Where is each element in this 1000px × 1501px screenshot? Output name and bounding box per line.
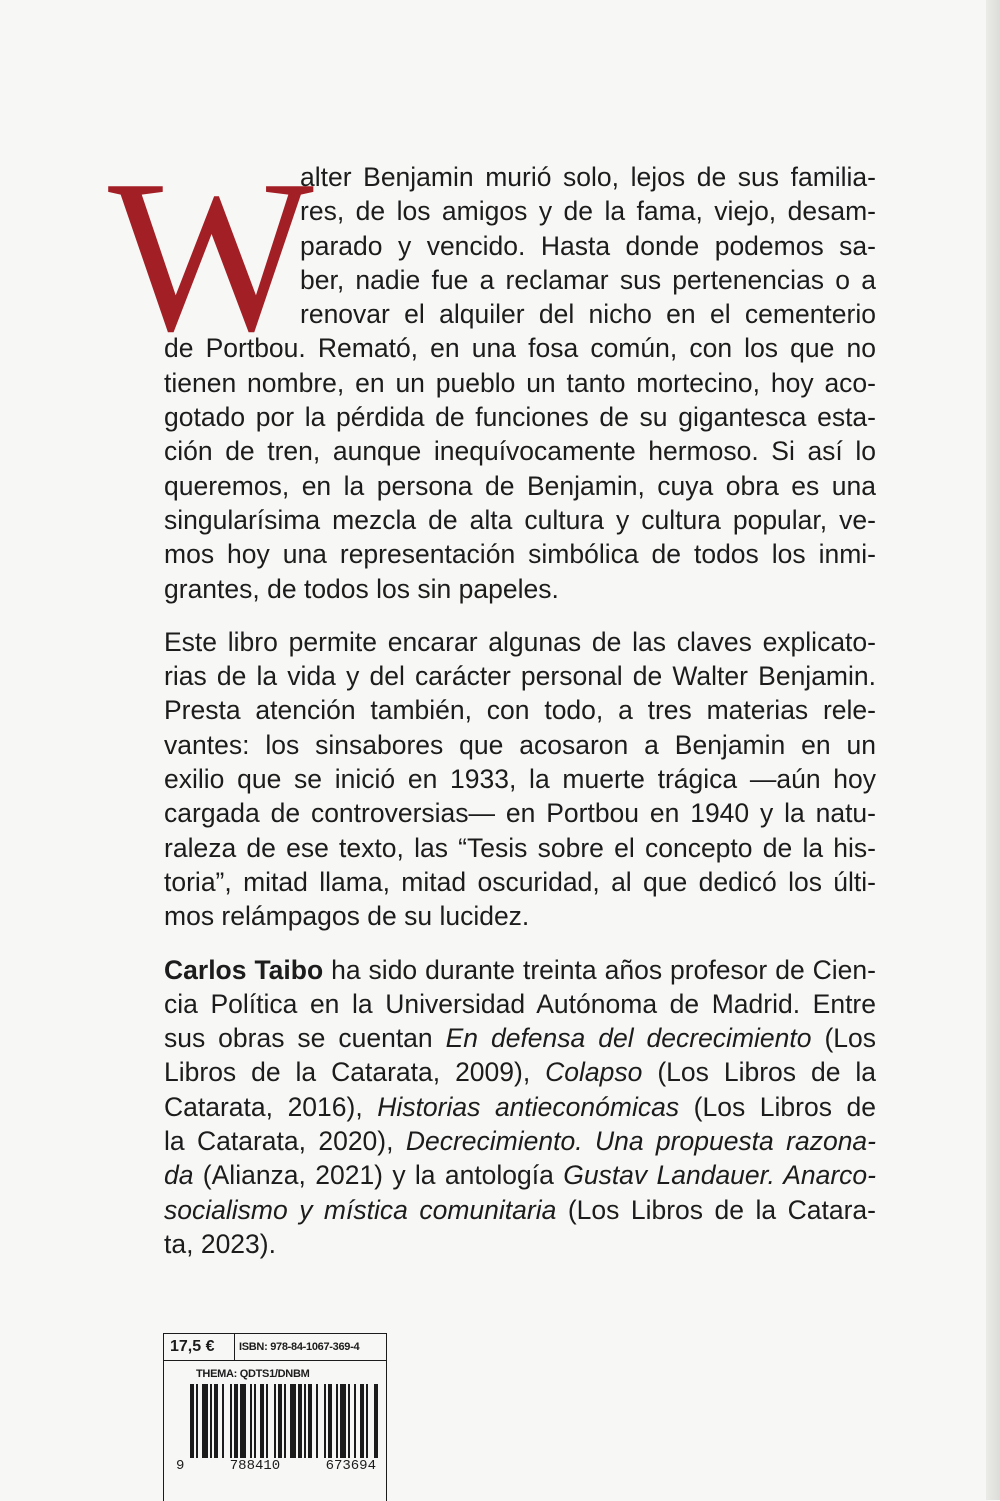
text-line: de Portbou. Remató, en una fosa común, con los que no <box>164 333 876 364</box>
barcode-bar <box>290 1384 296 1458</box>
barcode-bar <box>210 1384 212 1458</box>
text-line: socialismo y mística comunitaria (Los Libros de la Catara- <box>164 1194 876 1225</box>
text-line: alter Benjamin murió solo, lejos de sus familia- <box>300 162 876 192</box>
text-line: Catarata, 2016), Historias antieconómicas (Los Libros de <box>164 1091 876 1122</box>
drop-cap: W <box>108 136 310 377</box>
barcode-bar <box>234 1384 238 1458</box>
cover-edge <box>986 0 1000 1500</box>
barcode-bar <box>284 1384 286 1458</box>
text-line: cia Política en la Universidad Autónoma de Madrid. Entre <box>164 988 876 1019</box>
text-line: ber, nadie fue a reclamar sus pertenencias o a <box>300 264 876 295</box>
barcode-bar <box>304 1384 306 1458</box>
barcode-bar <box>202 1384 208 1458</box>
text-line: tienen nombre, en un pueblo un tanto mortecino, hoy aco- <box>164 367 876 398</box>
barcode-bar <box>250 1384 252 1458</box>
author-name: Carlos Taibo <box>164 954 324 985</box>
text-line: Este libro permite encarar algunas de las claves explicato- <box>164 626 876 657</box>
text-line: queremos, en la persona de Benjamin, cuya obra es una <box>164 470 876 501</box>
barcode-bar <box>214 1384 218 1458</box>
barcode-bar <box>190 1384 194 1458</box>
barcode-bar <box>266 1384 268 1458</box>
barcode-bar <box>316 1384 318 1458</box>
barcode-bar <box>298 1384 302 1458</box>
barcode-bar <box>336 1384 338 1458</box>
book-summary-paragraph <box>164 625 876 934</box>
text-line: vantes: los sinsabores que acosaron a Benjamin en un <box>164 729 876 760</box>
barcode-bar <box>230 1384 232 1458</box>
text-line: renovar el alquiler del nicho en el cementerio <box>300 299 876 330</box>
text-line: rias de la vida y del carácter personal de Walter Benjamin. <box>164 661 876 692</box>
barcode-digit-group: 9 <box>176 1458 185 1474</box>
barcode-bar <box>308 1384 312 1458</box>
barcode-bar <box>360 1384 364 1458</box>
text-line: ción de tren, aunque inequívocamente hermoso. Si así lo <box>164 436 876 467</box>
price: 17,5 € <box>164 1334 235 1360</box>
barcode-digits <box>176 1458 376 1474</box>
barcode-bar <box>354 1384 356 1458</box>
barcode-bar <box>278 1384 282 1458</box>
barcode-bar <box>240 1384 246 1458</box>
text-line: parado y vencido. Hasta donde podemos sa- <box>300 230 876 261</box>
barcode-label <box>163 1333 387 1501</box>
author-bio <box>164 953 876 1262</box>
text-line: Libros de la Catarata, 2009), Colapso (Los Libros de la <box>164 1057 877 1088</box>
text-line: Carlos Taibo ha sido durante treinta años profesor de Cien- <box>164 954 876 985</box>
barcode-bar <box>340 1384 346 1458</box>
text-line: singularísima mezcla de alta cultura y cultura popular, ve- <box>164 504 876 535</box>
text-line: da (Alianza, 2021) y la antología Gustav Landauer. Anarco- <box>164 1160 876 1191</box>
text-line: res, de los amigos y de la fama, viejo, desam- <box>300 196 876 227</box>
text-line: la Catarata, 2020), Decrecimiento. Una propuesta razona- <box>164 1126 876 1157</box>
text-line: ta, 2023). <box>164 1228 276 1259</box>
back-cover-text <box>164 160 876 1261</box>
barcode-bar <box>274 1384 276 1458</box>
barcode-bar <box>366 1384 368 1458</box>
barcode-bar <box>222 1384 224 1458</box>
text-line: gotado por la pérdida de funciones de su gigantesca esta- <box>164 402 876 433</box>
barcode-bar <box>374 1384 378 1458</box>
barcode-bar <box>254 1384 256 1458</box>
barcode-bar <box>260 1384 264 1458</box>
barcode-bar <box>324 1384 326 1458</box>
barcode-bar <box>328 1384 332 1458</box>
text-line: mos relámpagos de su lucidez. <box>164 901 530 932</box>
barcode-bars <box>190 1384 380 1458</box>
barcode-bar <box>196 1384 198 1458</box>
thema-code: THEMA: QDTS1/DNBM <box>196 1368 310 1380</box>
text-line: sus obras se cuentan En defensa del decrecimiento (Los <box>164 1023 876 1054</box>
barcode-digit-group: 788410 <box>229 1458 281 1474</box>
price-row <box>164 1334 386 1361</box>
text-line: grantes, de todos los sin papeles. <box>164 573 559 604</box>
barcode-digit-group: 673694 <box>325 1458 376 1474</box>
synopsis-paragraph <box>164 160 876 606</box>
text-line: exilio que se inició en 1933, la muerte trágica —aún hoy <box>164 764 876 795</box>
text-line: mos hoy una representación simbólica de todos los inmi- <box>164 539 876 570</box>
text-line: toria”, mitad llama, mitad oscuridad, al que dedicó los últi- <box>164 866 876 897</box>
text-line: Presta atención también, con todo, a tres materias rele- <box>164 695 876 726</box>
barcode-bar <box>348 1384 350 1458</box>
text-line: cargada de controversias— en Portbou en 1940 y la natu- <box>164 798 876 829</box>
isbn: ISBN: 978-84-1067-369-4 <box>239 1341 360 1353</box>
text-line: raleza de ese texto, las “Tesis sobre el concepto de la his- <box>164 832 876 863</box>
